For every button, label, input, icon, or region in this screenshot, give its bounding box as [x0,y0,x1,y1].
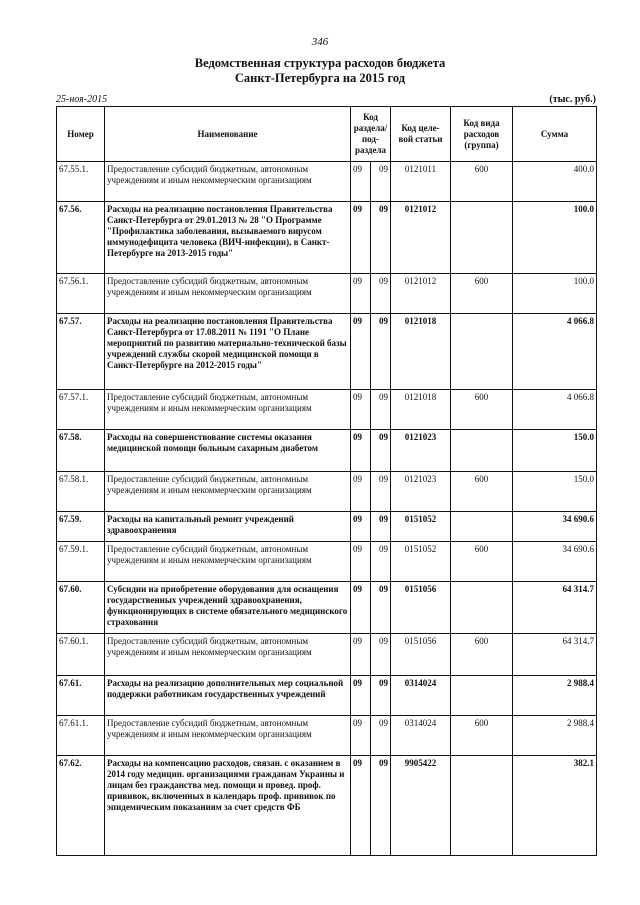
row-razdel: 09 [351,274,371,314]
row-podrazdel: 09 [371,716,391,756]
row-expense-type: 600 [451,162,513,202]
header-name: Наименование [105,107,351,162]
row-name: Расходы на реализацию постановления Правительства Санкт-Петербурга от 17.08.2011 № 1191 "О Плане мероприятий по развитию материально-технической базы учреждений службы скорой медицинской помощи в Санкт-Петербурге на 2012-2015 годы" [105,314,351,390]
table-row [57,582,597,634]
row-podrazdel: 09 [371,582,391,634]
row-amount: 34 690.6 [513,512,597,542]
row-razdel: 09 [351,756,371,856]
row-razdel: 09 [351,512,371,542]
row-amount: 382.1 [513,756,597,856]
row-name: Предоставление субсидий бюджетным, автономным учреждениям и иным некоммерческим организациям [105,472,351,512]
title-line-1: Ведомственная структура расходов бюджета [194,56,446,70]
row-amount: 2 988.4 [513,676,597,716]
table-row [57,430,597,472]
row-number: 67.60. [57,582,105,634]
row-expense-type [451,512,513,542]
row-razdel: 09 [351,582,371,634]
row-podrazdel: 09 [371,162,391,202]
row-podrazdel: 09 [371,542,391,582]
row-target-article: 9905422 [391,756,451,856]
row-expense-type: 600 [451,634,513,676]
row-target-article: 0121012 [391,202,451,274]
row-name: Предоставление субсидий бюджетным, автономным учреждениям и иным некоммерческим организациям [105,634,351,676]
row-number: 67.57.1. [57,390,105,430]
table-row [57,314,597,390]
row-target-article: 0121012 [391,274,451,314]
row-name: Расходы на компенсацию расходов, связан. с оказанием в 2014 году медицин. организациями гражданам Украины и лицам без гражданства мед. помощи и провед. проф. прививок, включенных в календарь проф. прививок по эпидемическим показаниям за счет средств ФБ [105,756,351,856]
table-row [57,634,597,676]
row-target-article: 0314024 [391,676,451,716]
row-name: Расходы на совершенствование системы оказания медицинской помощи больным сахарным диабетом [105,430,351,472]
row-podrazdel: 09 [371,202,391,274]
row-amount: 2 988.4 [513,716,597,756]
page-number: 346 [311,36,329,48]
row-number: 67.56.1. [57,274,105,314]
row-expense-type: 600 [451,390,513,430]
row-razdel: 09 [351,676,371,716]
row-name: Предоставление субсидий бюджетным, автономным учреждениям и иным некоммерческим организациям [105,162,351,202]
row-expense-type [451,202,513,274]
row-number: 67.58.1. [57,472,105,512]
table-row [57,472,597,512]
row-amount: 400.0 [513,162,597,202]
row-podrazdel: 09 [371,430,391,472]
row-amount: 34 690.6 [513,542,597,582]
table-row [57,542,597,582]
table-row [57,390,597,430]
row-podrazdel: 09 [371,676,391,716]
row-number: 67.57. [57,314,105,390]
row-razdel: 09 [351,202,371,274]
table-row [57,162,597,202]
page-title [0,56,640,86]
row-expense-type [451,582,513,634]
row-number: 67.56. [57,202,105,274]
table-row [57,716,597,756]
row-target-article: 0151056 [391,634,451,676]
row-name: Расходы на реализацию дополнительных мер социальной поддержки работникам государственных учреждений [105,676,351,716]
row-name: Расходы на капитальный ремонт учреждений здравоохранения [105,512,351,542]
row-target-article: 0121018 [391,314,451,390]
row-number: 67.59. [57,512,105,542]
header-razdel: Код раздела/ под- раздела [351,107,391,162]
table-header-row [57,107,597,162]
row-number: 67.62. [57,756,105,856]
row-name: Расходы на реализацию постановления Правительства Санкт-Петербурга от 29.01.2013 № 28 "О Программе "Профилактика заболевания, вызываемого вирусом иммунодефицита человека (ВИЧ-инфекции), в Санкт-Петербурге на 2013-2015 годы" [105,202,351,274]
row-podrazdel: 09 [371,390,391,430]
row-amount: 4 066.8 [513,390,597,430]
row-target-article: 0121023 [391,472,451,512]
row-target-article: 0314024 [391,716,451,756]
row-target-article: 0121023 [391,430,451,472]
row-podrazdel: 09 [371,274,391,314]
row-target-article: 0151056 [391,582,451,634]
row-target-article: 0121018 [391,390,451,430]
row-expense-type: 600 [451,274,513,314]
row-razdel: 09 [351,634,371,676]
row-number: 67.58. [57,430,105,472]
row-expense-type: 600 [451,472,513,512]
row-expense-type [451,756,513,856]
row-name: Предоставление субсидий бюджетным, автономным учреждениям и иным некоммерческим организациям [105,716,351,756]
row-number: 67.61.1. [57,716,105,756]
row-podrazdel: 09 [371,512,391,542]
row-amount: 64 314.7 [513,634,597,676]
header-csr: Код целе- вой статьи [391,107,451,162]
budget-table [56,106,597,856]
header-vr: Код вида расходов (группа) [451,107,513,162]
row-name: Предоставление субсидий бюджетным, автономным учреждениям и иным некоммерческим организациям [105,542,351,582]
row-expense-type: 600 [451,716,513,756]
row-name: Предоставление субсидий бюджетным, автономным учреждениям и иным некоммерческим организациям [105,274,351,314]
row-razdel: 09 [351,542,371,582]
document-date: 25-ноя-2015 [56,94,108,105]
row-number: 67.61. [57,676,105,716]
table-row [57,756,597,856]
table-row [57,512,597,542]
row-target-article: 0121011 [391,162,451,202]
row-podrazdel: 09 [371,314,391,390]
row-razdel: 09 [351,314,371,390]
row-razdel: 09 [351,716,371,756]
row-expense-type: 600 [451,542,513,582]
title-line-2: Санкт-Петербурга на 2015 год [234,71,406,85]
row-amount: 100.0 [513,274,597,314]
row-razdel: 09 [351,390,371,430]
row-expense-type [451,676,513,716]
units-label: (тыс. руб.) [549,94,596,105]
row-number: 67.59.1. [57,542,105,582]
row-amount: 64 314.7 [513,582,597,634]
header-sum: Сумма [513,107,597,162]
row-name: Предоставление субсидий бюджетным, автономным учреждениям и иным некоммерческим организациям [105,390,351,430]
row-razdel: 09 [351,430,371,472]
row-amount: 150.0 [513,430,597,472]
row-number: 67.55.1. [57,162,105,202]
row-expense-type [451,430,513,472]
table-row [57,202,597,274]
header-num: Номер [57,107,105,162]
row-amount: 150.0 [513,472,597,512]
table-row [57,274,597,314]
row-razdel: 09 [351,472,371,512]
row-expense-type [451,314,513,390]
row-podrazdel: 09 [371,634,391,676]
row-target-article: 0151052 [391,542,451,582]
row-razdel: 09 [351,162,371,202]
row-podrazdel: 09 [371,472,391,512]
row-amount: 100.0 [513,202,597,274]
row-amount: 4 066.8 [513,314,597,390]
table-row [57,676,597,716]
row-target-article: 0151052 [391,512,451,542]
row-number: 67.60.1. [57,634,105,676]
row-podrazdel: 09 [371,756,391,856]
row-name: Субсидии на приобретение оборудования для оснащения государственных учреждений здравоохранения, функционирующих в системе обязательного медицинского страхования [105,582,351,634]
